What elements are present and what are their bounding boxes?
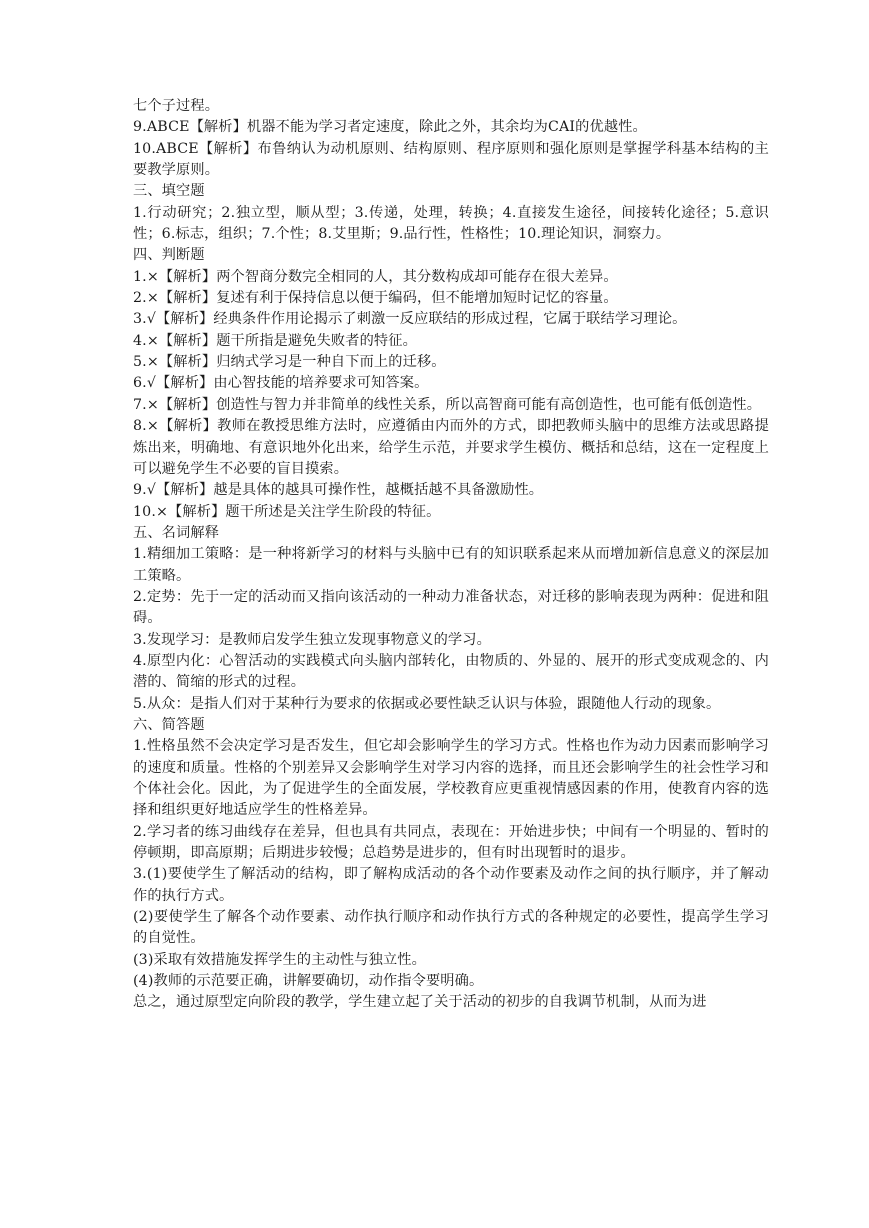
text-line: 1.精细加工策略：是一种将新学习的材料与头脑中已有的知识联系起来从而增加新信息意义的深层加工策略。 <box>133 546 769 584</box>
document-page <box>133 96 769 1014</box>
text-line: 7.×【解析】创造性与智力并非简单的线性关系，所以高智商可能有高创造性，也可能有低创造性。 <box>133 396 762 413</box>
text-line: 七个子过程。 <box>133 98 220 114</box>
text-line: 5.从众：是指人们对于某种行为要求的依据或必要性缺乏认识与体验，跟随他人行动的现象。 <box>133 695 721 712</box>
text-line: 6.√【解析】由心智技能的培养要求可知答案。 <box>133 375 429 392</box>
text-line: 10.ABCE【解析】布鲁纳认为动机原则、结构原则、程序原则和强化原则是掌握学科基本结构的主要教学原则。 <box>133 140 769 179</box>
section-heading: 三、填空题 <box>133 183 205 200</box>
text-line: 2.定势：先于一定的活动而又指向该活动的一种动力准备状态，对迁移的影响表现为两种：促进和阻碍。 <box>133 588 769 627</box>
text-line: 8.×【解析】教师在教授思维方法时，应遵循由内而外的方式，即把教师头脑中的思维方法或思路提炼出来，明确地、有意识地外化出来，给学生示范，并要求学生模仿、概括和总结，这在一定程度上可以避免学生不必要的盲目摸索。 <box>133 418 769 477</box>
text-line: 4.原型内化：心智活动的实践模式向头脑内部转化，由物质的、外显的、展开的形式变成观念的、内潜的、简缩的形式的过程。 <box>133 652 769 691</box>
text-line: 9.√【解析】越是具体的越具可操作性，越概括越不具备激励性。 <box>133 482 544 499</box>
section-heading: 四、判断题 <box>133 247 205 264</box>
text-line: (4)教师的示范要正确，讲解要确切，动作指令要明确。 <box>133 973 484 990</box>
text-line: 3.√【解析】经典条件作用论揭示了刺激一反应联结的形成过程，它属于联结学习理论。 <box>133 311 687 328</box>
text-line: (2)要使学生了解各个动作要素、动作执行顺序和动作执行方式的各种规定的必要性，提高学生学习的自觉性。 <box>133 909 769 947</box>
text-line: 3.(1)要使学生了解活动的结构，即了解构成活动的各个动作要素及动作之间的执行顺序，并了解动作的执行方式。 <box>133 866 769 904</box>
text-line: 总之，通过原型定向阶段的教学，学生建立起了关于活动的初步的自我调节机制，从而为进 <box>133 994 707 1011</box>
text-line: 4.×【解析】题干所指是避免失败者的特征。 <box>133 332 417 349</box>
section-heading: 六、简答题 <box>133 716 205 733</box>
text-line: 10.×【解析】题干所述是关注学生阶段的特征。 <box>133 503 441 520</box>
text-line: 9.ABCE【解析】机器不能为学习者定速度，除此之外，其余均为CAI的优越性。 <box>133 119 647 136</box>
text-line: 2.×【解析】复述有利于保持信息以便于编码，但不能增加短时记忆的容量。 <box>133 290 618 307</box>
text-line: 1.性格虽然不会决定学习是否发生，但它却会影响学生的学习方式。性格也作为动力因素而影响学习的速度和质量。性格的个别差异又会影响学生对学习内容的选择，而且还会影响学生的社会性学习和个体社会化。因此，为了促进学生的全面发展，学校教育应更重视情感因素的作用，使教育内容的选择和组织更好地适应学生的性格差异。 <box>133 738 769 819</box>
text-line: 2.学习者的练习曲线存在差异，但也具有共同点，表现在：开始进步快；中间有一个明显的、暂时的停顿期，即高原期；后期进步较慢；总趋势是进步的，但有时出现暂时的退步。 <box>133 823 769 862</box>
section-heading: 五、名词解释 <box>133 524 220 541</box>
text-line: 1.行动研究；2.独立型，顺从型；3.传递，处理，转换；4.直接发生途径，间接转化途径；5.意识性；6.标志，组织；7.个性；8.艾里斯；9.品行性，性格性；10.理论知识，洞察力。 <box>133 204 769 243</box>
text-line: 5.×【解析】归纳式学习是一种自下而上的迁移。 <box>133 354 446 371</box>
text-line: (3)采取有效措施发挥学生的主动性与独立性。 <box>133 951 426 968</box>
text-line: 1.×【解析】两个智商分数完全相同的人，其分数构成却可能存在很大差异。 <box>133 268 618 285</box>
text-line: 3.发现学习：是教师启发学生独立发现事物意义的学习。 <box>133 631 491 648</box>
